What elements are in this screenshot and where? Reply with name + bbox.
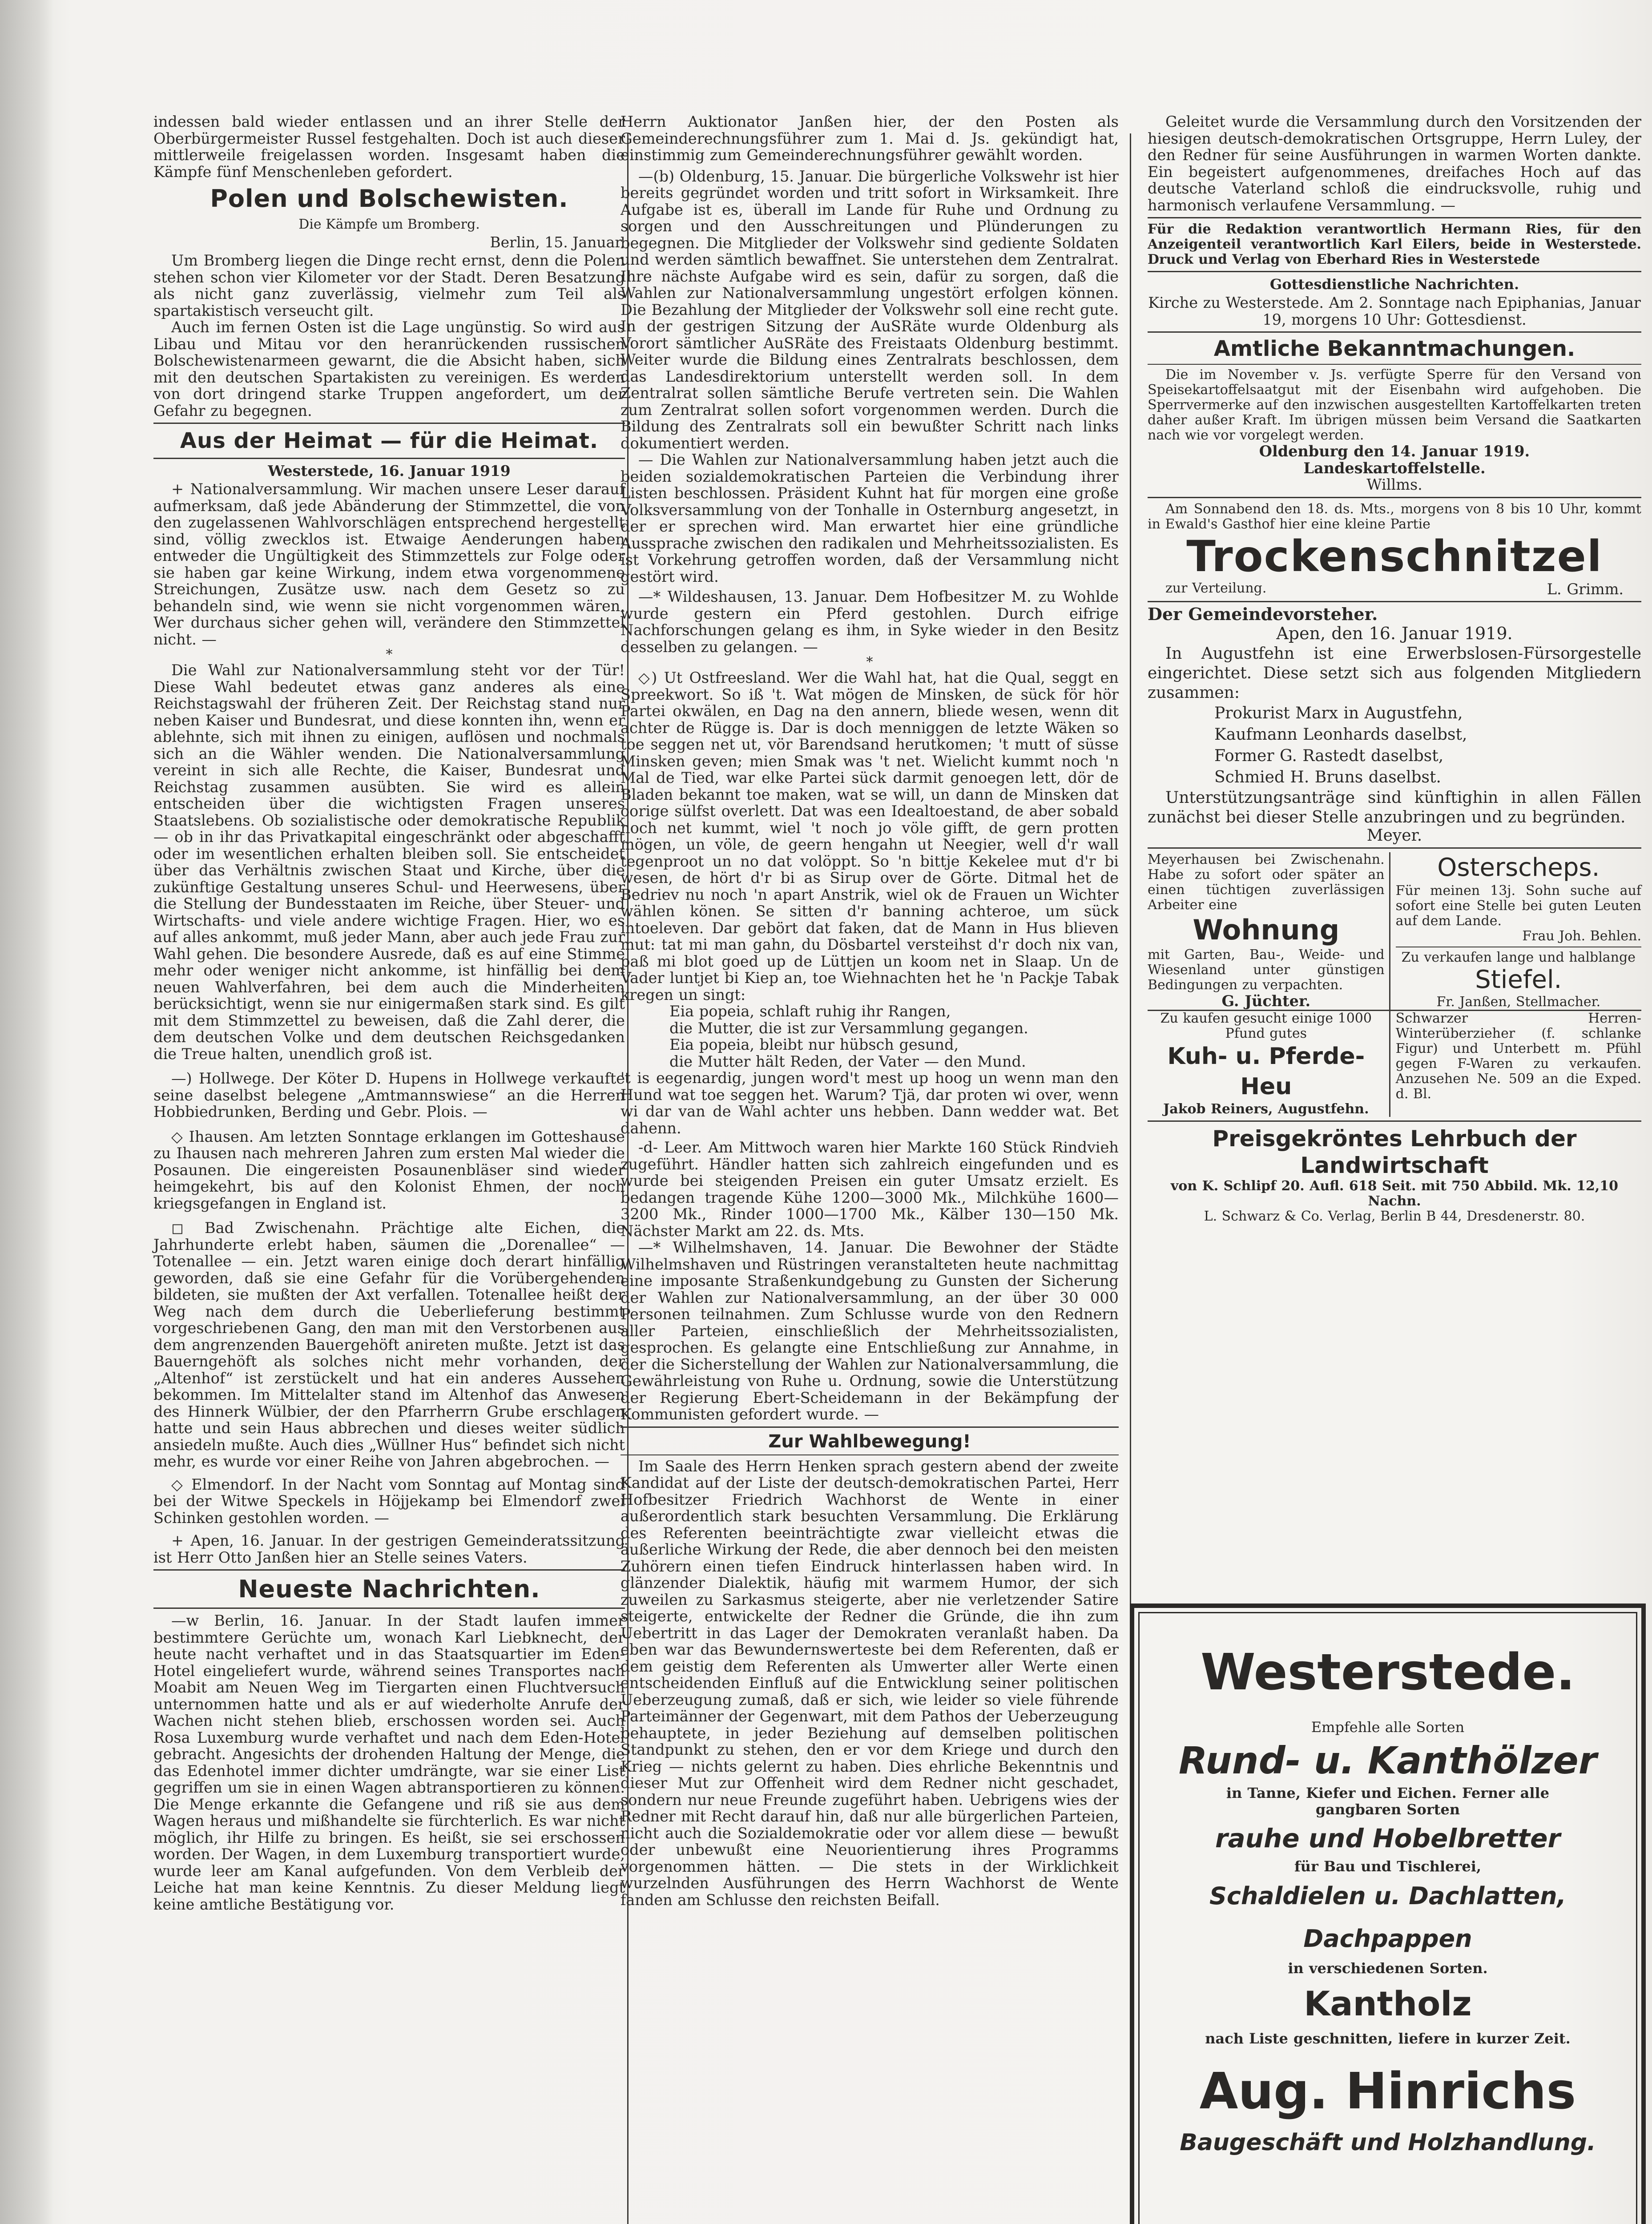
ad-company-trade: Baugeschäft und Holzhandlung. (1180, 2129, 1596, 2156)
poem-line: die Mutter hält Reden, der Vater — den Mund. (669, 1052, 1026, 1070)
article-text: Im Saale des Herrn Henken sprach gestern abend der zweite Kandidat auf der Liste der deutsch-demokratischen Partei, Herr Hofbesitzer Friedrich Wachhorst de Wente in einer außerordentlich stark besuchten Versammlung. Die Erklärung des Referenten beeinträchtigte zwar vielleicht etwas die äußerliche Wirkung der Rede, die aber dennoch bei den meisten Zuhörern einen tiefen Eindruck hinterlassen haben wird. In glänzender Dialektik, häufig mit warmem Humor, der sich zuweilen zu Sarkasmus steigerte, aber nie verletzender Satire steigerte, entwickelte der Redner die Gründe, die ihn zum Uebertritt in das Lager der Demokraten veranlaßt haben. Da eben war das Bewundernswerteste bei dem Referenten, daß er dem geistig dem Referenten als Umwerter aller Werte einen entscheidenden Einfluß auf die Entwicklung seiner politischen Ueberzeugung zumaß, daß er sich, wie leider so viele führende Parteimänner der Gegenwart, mit dem Pathos der Ueberzeugung behauptete, in jeder Beziehung auf demselben politischen Standpunkt zu stehen, den er vor dem Kriege und durch den Krieg — nichts gelernt zu haben. Dies ehrliche Bekenntnis und dieser Mut zur Offenheit wird dem Redner nicht geschadet, sondern nur neue Freunde zugeführt haben. Uebrigens wies der Redner mit Recht darauf hin, daß nur alle bürgerlichen Parteien, nicht auch die Sozialdemokratie oder vor allem diese — bewußt oder unbewußt eine Neuorientierung ihres Programms vorgenommen hätten. — Die stets in der Wirklichkeit wurzelnden Ausführungen des Herrn Wachhorst de Wente fanden am Schlusse den reichsten Beifall. (621, 1457, 1119, 1909)
headline-neueste: Neueste Nachrichten. (238, 1575, 540, 1603)
ad-heu (1148, 1010, 1390, 1117)
article-text: Kirche zu Westerstede. Am 2. Sonntage nach Epiphanias, Januar 19, morgens 10 Uhr: Gottesdienst. (1148, 294, 1641, 328)
section-rule (1148, 847, 1641, 849)
ad-signature: Frau Joh. Behlen. (1522, 928, 1641, 944)
ad-text: für Bau und Tischlerei, (1294, 1857, 1482, 1875)
article-text: + Nationalversammlung. Wir machen unsere Leser darauf aufmerksam, daß jede Abänderung der Stimmzettel, die von den zugelassenen Wahlvorschlägen entsprechend hergestellt sind, völlig zwecklos ist. Etwaige Aenderungen haben entweder die Ungültigkeit des Stimmzettels zur Folge oder sie haben gar keine Wirkung, indem etwa vorgenommene Streichungen, Zusätze usw. nach dem Gesetz so zu behandeln sind, wie wenn sie nicht vorgenommen wären. Wer durchaus sicher gehen will, verändere den Stimmzettel nicht. — (153, 480, 625, 648)
ad-signature: G. Jüchter. (1221, 992, 1311, 1010)
article-text: ◇) Ut Ostfreesland. Wer die Wahl hat, hat die Qual, seggt en Spreekwort. So iß 't. Wat mögen de Minsken, de sück för hör Partei okwälen, en Dag na den annern, bliede wesen, wenn dit achter de Rügge is. Dar is doch menniggen de letzte Wäken so toe seggen net ut, vör Barendsand herutkomen; 't mutt of süsse Minsken geven; mien Smak was 't net. Wielicht kummt noch 'n Mal de Tied, war elke Partei sück darmit genoegen lett, dör de Bladen bekannt toe maken, wat se will, un dann de Minsken dat oorige sülfst overlett. Dat was een Idealtoestand, de aber sobald noch net kummt, wiel 't noch jo völe gifft, de gern protten mögen, un völe, de geern hengahn ut Neegier, well d'r wall tegenproot un no dat volöppt. So 'n bittje Kekelee mut d'r bi wesen, de hört d'r bi as Sirup over de Görte. Ditmal het de Bedriev nu noch 'n apart Anstrik, wiel ok de Frauen un Wichter wählen könen. Se sitten d'r banning achteroe, um sück intoeleven. Dar gebört dat faken, dat de Mann in Hus blieven mut: tat mi man gahn, du Dösbartel versteihst d'r doch nix van, paß mi blot goed up de Lüttjen un koom net in Slaap. Un de Vader luntjet bi Kiep an, toe Wiehnachten het he 'n Packje Tabak kregen un singt: (621, 669, 1119, 1003)
intro-text: indessen bald wieder entlassen und an ihrer Stelle der Oberbürgermeister Russel festgehalten. Doch ist auch dieser mittlerweile freigelassen worden. Insgesamt haben die Kämpfe fünf Menschenleben gefordert. (153, 113, 625, 181)
ad-hinrichs (1130, 1604, 1646, 2224)
ad-text: nach Liste geschnitten, liefere in kurzer Zeit. (1205, 2030, 1571, 2047)
separator-star: * (866, 654, 873, 670)
poem-line: die Mutter, die ist zur Versammlung gegangen. (669, 1019, 1028, 1037)
ad-text: Meyerhausen bei Zwischenahn. Habe zu sofort oder später an einen tüchtigen zuverlässigen Arbeiter eine (1148, 852, 1385, 913)
poem (621, 1003, 1119, 1070)
column-left (153, 113, 625, 1913)
ad-text: Für meinen 13j. Sohn suche auf sofort eine Stelle bei guten Leuten auf dem Lande. (1395, 883, 1641, 929)
ad-osterscheps (1390, 852, 1641, 1010)
ad-hinrichs-content (1148, 1621, 1628, 2224)
section-rule (1148, 497, 1641, 498)
ad-headline-trockenschnitzel: Trockenschnitzel (1186, 531, 1603, 581)
ad-headline-wohnung: Wohnung (1193, 914, 1340, 946)
poem-line: Eia popeia, schlaft ruhig ihr Rangen, (669, 1003, 951, 1020)
ad-headline-osterscheps: Osterscheps. (1437, 853, 1600, 882)
headline-polen: Polen und Bolschewisten. (210, 185, 568, 213)
ad-text: in verschiedenen Sorten. (1288, 1960, 1488, 1977)
section-rule (153, 1608, 625, 1609)
ad-city: Westerstede. (1201, 1644, 1575, 1701)
section-rule (1148, 1120, 1641, 1122)
article-text: ◇ Ihausen. Am letzten Sonntage erklangen im Gotteshause zu Ihausen nach mehreren Jahren zum ersten Mal wieder die Posaunen. Die eingereisten Posaunenbläser sind wieder heimgekehrt, bis auf den Kolonist Ehmen, der noch kriegsgefangen in England ist. (153, 1128, 625, 1212)
page-binding-shadow (0, 0, 53, 2224)
article-text: —(b) Oldenburg, 15. Januar. Die bürgerliche Volkswehr ist hier bereits gegründet worden und tritt sofort in Wirksamkeit. Ihre Aufgabe ist es, überall im Lande für Ruhe und Ordnung zu sorgen und den Ausschreitungen und Plünderungen zu begegnen. Die Mitglieder der Volkswehr sind gediente Soldaten und werden sämtlich bewaffnet. Sie unterstehen dem Zentralrat. Ihre nächste Aufgabe wird es sein, dafür zu sorgen, daß die Wahlen zur Nationalversammlung ungestört erfolgen können. Die Bezahlung der Mitglieder der Volkswehr soll eine recht gute. In der gestrigen Sitzung der AuSRäte wurde Oldenburg als Vorort sämtlicher AuSRäte des Freistaats Oldenburg bestimmt. Weiter wurde die Bildung eines Zentralrats beschlossen, dem das Landesdirektorium unterstellt werden soll. In dem Zentralrat sollen sämtliche Berufe vertreten sein. Die Wahlen zum Zentralrat sollen sofort vorgenommen werden. Durch die Bildung des Zentralrats soll ein bewußter Schritt nach links dokumentiert werden. (621, 167, 1119, 452)
article-text: Um Bromberg liegen die Dinge recht ernst, denn die Polen stehen schon vier Kilometer vor der Stadt. Deren Besatzung als nicht ganz zuverlässig, vielmehr zum Teil als spartakistisch verseucht gilt. (153, 252, 625, 319)
section-rule (153, 458, 625, 459)
ad-text: L. Schwarz & Co. Verlag, Berlin B 44, Dresdenerstr. 80. (1204, 1209, 1585, 1224)
headline-wahlbewegung: Zur Wahlbewegung! (768, 1431, 971, 1452)
gemeinde-text: Unterstützungsanträge sind künftighin in allen Fällen zunächst bei dieser Stelle anzubringen und zu begründen. (1148, 788, 1641, 826)
article-text: —* Wilhelmshaven, 14. Januar. Die Bewohner der Städte Wilhelmshaven und Rüstringen veranstalteten heute nachmittag eine imposante Straßenkundgebung zu Gunsten der Sicherung der Wahlen zur Nationalversammlung, an der über 30 000 Personen teilnahmen. Zum Schlusse wurde von den Rednern aller Parteien, einschließlich der Mehrheitssozialisten, gesprochen. Es gelangte eine Entschließung zur Annahme, in der die Sicherstellung der Wahlen zur Nationalversammlung, die Gewährleistung von Ruhe u. Ordnung, sowie die Unterstützung der Regierung Ebert-Scheidemann in der Bekämpfung der Kommunisten gefordert wurde. — (621, 1239, 1119, 1423)
article-text: — Die Wahlen zur Nationalversammlung haben jetzt auch die beiden sozialdemokratischen Parteien die Verbindung ihrer Listen beschlossen. Präsident Kuhnt hat für morgen eine große Volksversammlung von der Tonhalle in Osternburg angesetzt, in der er sprechen wird. Man erwartet hier eine gründliche Aussprache zwischen den radikalen und Mehrheitssozialisten. Es ist Vorkehrung getroffen worden, daß der Versammlung nicht gestört wird. (621, 451, 1119, 585)
ad-headline-bretter: rauhe und Hobelbretter (1215, 1823, 1561, 1853)
ad-headline-lehrbuch: Preisgekröntes Lehrbuch der Landwirtschaft (1212, 1126, 1577, 1178)
article-text: 't is eegenardig, jungen word't mest up hoog un wenn man den Hund wat toe seggen het. Warum? Tjä, dar proten wi over, wenn wi dar van de Wahl achter uns hebben. Dann wedder wat. Bet dahenn. (621, 1069, 1119, 1137)
article-text: -d- Leer. Am Mittwoch waren hier Markte 160 Stück Rindvieh zugeführt. Händler hatten sich zahlreich eingefunden und es wurde bei steigenden Preisen ein guter Umsatz erzielt. Es bedangen tragende Kühe 1200—3000 Mk., Milchkühe 1600—3200 Mk., Rinder 1000—1700 Mk., Kälber 130—150 Mk. Nächster Markt am 22. ds. Mts. (621, 1139, 1119, 1240)
member-item: Former G. Rastedt daselbst, (1214, 746, 1444, 765)
headline-gottesdienst: Gottesdienstliche Nachrichten. (1269, 276, 1519, 293)
ad-company-name: Aug. Hinrichs (1199, 2063, 1576, 2120)
ad-text: Zu verkaufen lange und halblange (1401, 950, 1636, 965)
member-item: Prokurist Marx in Augustfehn, (1214, 704, 1463, 722)
ad-text: von K. Schlipf 20. Aufl. 618 Seit. mit 750 Abbild. Mk. 12,10 Nachn. (1170, 1178, 1619, 1209)
small-ads-row (1148, 852, 1641, 1010)
section-rule (1148, 331, 1641, 333)
ad-headline-holz: Rund- u. Kanthölzer (1178, 1738, 1597, 1782)
ad-text: Schwarzer Herren-Winterüberzieher (f. schlanke Figur) und Unterbett m. Pfühl gegen F-Waren zu verkaufen. Anzusehen Ne. 509 an die Exped. d. Bl. (1395, 1011, 1641, 1102)
article-text: Die im November v. Js. verfügte Sperre für den Versand von Speisekartoffelsaatgut mit der Eisenbahn wird aufgehoben. Die Sperrvermerke auf den inzwischen ausgestellten Kartoffelkarten treten daher außer Kraft. Im übrigen müssen beim Versand die Saatkarten nach wie vor vorgelegt werden. (1148, 367, 1641, 443)
headline-heimat: Aus der Heimat — für die Heimat. (180, 428, 599, 453)
dateline-heimat: Westerstede, 16. Januar 1919 (268, 462, 511, 479)
article-text: Auch im fernen Osten ist die Lage ungünstig. So wird aus Libau und Mitau vor den heranrückenden russischen Bolschewistenarmeen gewarnt, die die Absicht haben, sich mit den deutschen Spartakisten zu vereinigen. Es werden von dort dringend starke Truppen angefordert, um der Gefahr zu begegnen. (153, 318, 625, 419)
article-text: + Apen, 16. Januar. In der gestrigen Gemeinderatssitzung ist Herr Otto Janßen hier an Stelle seines Vaters. (153, 1532, 625, 1566)
ad-text: Am Sonnabend den 18. ds. Mts., morgens von 8 bis 10 Uhr, kommt in Ewald's Gasthof hier eine kleine Partie (1148, 501, 1641, 532)
member-item: Kaufmann Leonhards daselbst, (1214, 725, 1467, 744)
column-right (1148, 113, 1641, 1224)
ad-headline-schaldielen: Schaldielen u. Dachlatten, Dachpappen (1209, 1882, 1567, 1953)
gemeinde-heading: Der Gemeindevorsteher. (1148, 604, 1378, 624)
article-text: Geleitet wurde die Versammlung durch den Vorsitzenden der hiesigen deutsch-demokratischen Ortsgruppe, Herrn Luley, der den Redner für seine Ausführungen in warmen Worten dankte. Ein begeistert aufgenommenes, dreifaches Hoch auf das deutsche Vaterland schloß die eindrucksvolle, ruhig und harmonisch verlaufene Versammlung. — (1148, 113, 1641, 214)
ad-headline-heu: Kuh- u. Pferde-Heu (1167, 1043, 1365, 1100)
section-rule (1148, 364, 1641, 365)
section-rule (1148, 217, 1641, 218)
article-text: Die Wahl zur Nationalversammlung steht vor der Tür! Diese Wahl bedeutet etwas ganz anderes als eine Reichstagswahl der früheren Zeit. Der Reichstag stand nur neben Kaiser und Bundesrat, und diese konnten ihn, wenn er ablehnte, sich mit ihnen zu einigen, auflösen und nochmals sich an die Wähler wenden. Die Nationalversammlung vereint in sich alle Rechte, die Kaiser, Bundesrat und Reichstag zusammen ausübten. Sie wird es allein entscheiden über die wichtigsten Fragen unseres Staatslebens. Ob sozialistische oder demokratische Republik — ob in ihr das Privatkapital eingeschränkt oder abgeschafft oder im wesentlichen erhalten bleiben soll. Sie entscheidet über das Verhältnis zwischen Staat und Kirche, über die zukünftige Gestaltung unseres Schul- und Heerwesens, über die Stellung der Bundesstaaten im Reiche, über Steuer- und Wirtschafts- und viele andere wichtige Fragen. Hier, wo es auf alles ankommt, muß jeder Mann, aber auch jede Frau zur Wahl gehen. Die besondere Ausrede, daß es auf eine Stimme mehr oder weniger nicht ankomme, ist hinfällig bei dem neuen Wahlverfahren, bei dem auch die Minderheiten berücksichtigt, wenn sie nur einigermaßen stark sind. Es gilt mit dem Stimmzettel zu beweisen, daß die Zahl derer, die dem deutschen Volke und dem deutschen Reichsgedanken die Treue halten, unendlich groß ist. (153, 661, 625, 1063)
ad-text: Zu kaufen gesucht einige 1000 Pfund gutes (1160, 1011, 1372, 1041)
ad-wohnung (1148, 852, 1390, 1010)
gemeinde-text: In Augustfehn ist eine Erwerbslosen-Fürsorgestelle eingerichtet. Diese setzt sich aus folgenden Mitgliedern zusammen: (1148, 644, 1641, 702)
subhead-polen: Die Kämpfe um Bromberg. (298, 217, 480, 232)
amtliche-date: Oldenburg den 14. Januar 1919. (1259, 443, 1530, 460)
ad-text: Empfehle alle Sorten (1311, 1719, 1465, 1736)
poem-line: Eia popeia, bleibt nur hübsch gesund, (669, 1036, 959, 1053)
column-middle (621, 113, 1119, 1908)
article-text: —w Berlin, 16. Januar. In der Stadt laufen immer bestimmtere Gerüchte um, wonach Karl Liebknecht, der heute nacht verhaftet und in das Staatsquartier im Eden-Hotel eingeliefert wurde, während seines Transportes nach Moabit am Neuen Weg im Tiergarten einen Fluchtversuch unternommen hatte und als er auf wiederholte Anrufe der Wachen nicht stehen blieb, erschossen worden sei. Auch Rosa Luxemburg wurde verhaftet und nach dem Eden-Hotel gebracht. Angesichts der drohenden Haltung der Menge, die das Edenhotel immer dichter umdrängte, war sie einer List gegriffen um sie in einen Wagen abtransportieren zu können. Die Menge erkannte die Gefangene und riß sie aus dem Wagen heraus und mißhandelte sie fürchterlich. Es war nicht möglich, ihr Hilfe zu bringen. Es heißt, sie sei erschossen worden. Der Wagen, in dem Luxemburg transportiert wurde, wurde leer am Kanal aufgefunden. Von dem Verbleib der Leiche hat man keine Kenntnis. Zu dieser Meldung liegt keine amtliche Bestätigung vor. (153, 1612, 625, 1913)
article-text: —) Hollwege. Der Köter D. Hupens in Hollwege verkaufte seine daselbst belegene „Amtmannswiese“ an die Herren Hobbiedrunken, Berding und Gebr. Plois. — (153, 1070, 625, 1120)
section-rule (1148, 271, 1641, 272)
ad-text: mit Garten, Bau-, Weide- und Wiesenland unter günstigen Bedingungen zu verpachten. (1148, 947, 1385, 993)
small-ads-row (1148, 1010, 1641, 1117)
ad-headline-kantholz: Kantholz (1304, 1983, 1472, 2023)
section-rule (153, 1569, 625, 1571)
member-list (1148, 703, 1641, 788)
section-rule (1148, 601, 1641, 602)
member-item: Schmied H. Bruns daselbst. (1214, 768, 1441, 786)
dateline-polen: Berlin, 15. Januar. (490, 234, 625, 251)
ad-signature: Fr. Janßen, Stellmacher. (1436, 994, 1601, 1010)
ad-text: zur Verteilung. (1165, 580, 1267, 596)
article-text: Herrn Auktionator Janßen hier, der den Posten als Gemeinderechnungsführer zum 1. Mai d. Js. gekündigt hat, einstimmig zum Gemeinderechnungsführer gewählt worden. (621, 113, 1119, 164)
amtliche-signature: Landeskartoffelstelle. (1303, 459, 1486, 477)
article-text: ◇ Elmendorf. In der Nacht vom Sonntag auf Montag sind bei der Witwe Speckels in Höjjekamp bei Elmendorf zwei Schinken gestohlen worden. — (153, 1475, 625, 1527)
ad-signature: Jakob Reiners, Augustfehn. (1163, 1101, 1369, 1117)
ad-footer (1148, 581, 1641, 598)
article-text: —* Wildeshausen, 13. Januar. Dem Hofbesitzer M. zu Wohlde wurde gestern ein Pferd gestohlen. Durch eifrige Nachforschungen gelang es ihm, in Syke wieder in den Besitz desselben zu gelangen. — (621, 588, 1119, 656)
ad-headline-stiefel: Stiefel. (1475, 965, 1562, 994)
gemeinde-signature: Meyer. (1366, 826, 1422, 845)
gemeinde-date: Apen, den 16. Januar 1919. (1276, 623, 1513, 643)
section-rule (153, 423, 625, 424)
ad-text: in Tanne, Kiefer und Eichen. Ferner alle gangbaren Sorten (1226, 1784, 1550, 1818)
amtliche-signature: Willms. (1366, 476, 1422, 493)
section-rule (621, 1454, 1119, 1455)
article-text: ◻ Bad Zwischenahn. Prächtige alte Eichen, die Jahrhunderte erlebt haben, säumen die „Dorenallee“ — Totenallee — ein. Jetzt waren einige doch derart hinfällig geworden, daß sie eine Gefahr für die Vorübergehenden bildeten, sie mußten der Axt verfallen. Totenallee heißt der Weg nach dem durch die Ueberlieferung bestimmt vorgeschriebenen Gang, den man mit den Verstorbenen aus dem angrenzenden Bauergehöft anireten mußte. Jetzt ist das Bauerngehöft als solches nicht mehr vorhanden, der „Altenhof“ ist zerstückelt und hat ein anderes Aussehen bekommen. Im Mittelalter stand im Altenhof das Anwesen des Hinnerk Wülbier, der den Pfarrherrn Grube erschlagen hatte und sein Haus abbrechen und dieses weiter südlich ansiedeln mußte. Auch dies „Wüllner Hus“ befindet sich nicht mehr, es wurde vor einer Reihe von Jahren abgebrochen. — (153, 1219, 625, 1470)
ad-signature: L. Grimm. (1547, 580, 1624, 598)
headline-amtliche: Amtliche Bekanntmachungen. (1213, 336, 1575, 361)
separator-star: * (386, 647, 393, 662)
section-rule (621, 1426, 1119, 1428)
ad-herren (1390, 1010, 1641, 1117)
impressum: Für die Redaktion verantwortlich Hermann Ries, für den Anzeigenteil verantwortlich Karl Eilers, beide in Westerstede. Druck und Verlag von Eberhard Ries in Westerstede (1148, 222, 1641, 267)
